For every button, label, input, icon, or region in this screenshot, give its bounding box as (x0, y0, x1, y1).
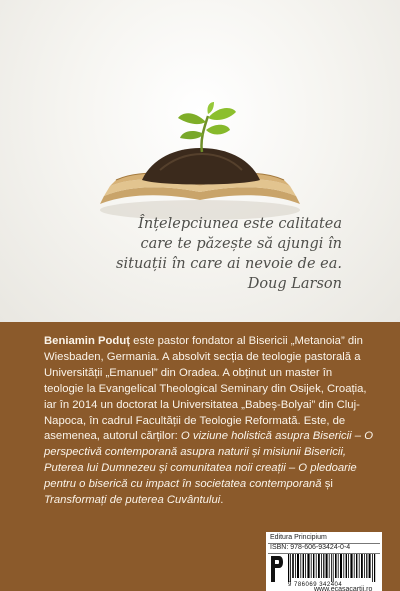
book-sprout-illustration (90, 100, 310, 230)
publisher-website: www.ecasacartii.ro (314, 586, 373, 591)
quote-line: care te păzește să ajungi în (140, 236, 342, 252)
quote-line: Înțelepciunea este calitatea (138, 216, 342, 232)
isbn-text: ISBN: 978-606-93424-0-4 (270, 544, 351, 551)
author-bio (44, 334, 374, 509)
barcode-icon (288, 554, 378, 582)
author-bio-panel (0, 322, 400, 591)
book-titles: O viziune holistică asupra Bisericii – O perspectivă contemporană asupra naturii și misiunii Bisericii, Puterea lui Dumnezeu și comunitatea noii creații – O pledoarie pentru o biserică cu impact în societatea contemporană (44, 430, 374, 491)
quote-author: Doug Larson (247, 276, 342, 292)
quote-line: situații în care ai nevoie de ea. (116, 256, 342, 272)
publisher-name: Editura Principium (270, 534, 327, 541)
bio-conjunction: și (321, 478, 333, 491)
author-name: Beniamin Poduț (44, 335, 130, 347)
publisher-logo-icon (270, 554, 284, 584)
barcode-number: 9 786069 342404 (288, 582, 343, 588)
book-title-last: Transformați de puterea Cuvântului (44, 494, 221, 507)
bio-end: . (220, 494, 224, 507)
bio-text: este pastor fondator al Bisericii „Metanoia” din Wiesbaden, Germania. A absolvit secția de teologie pastorală a Universității „Emanuel” din Oradea. A obținut un master în teologie la Evangelical Theological Seminary din Osijek, Croația, iar în 2014 un doctorat la Universitatea „Babeș-Bolyai” din Cluj-Napoca, în cadrul Facultății de Teologie Reformată. Este, de asemenea, autorul cărților: (44, 335, 367, 443)
quote-block (62, 214, 342, 294)
publisher-barcode-box (266, 532, 382, 591)
